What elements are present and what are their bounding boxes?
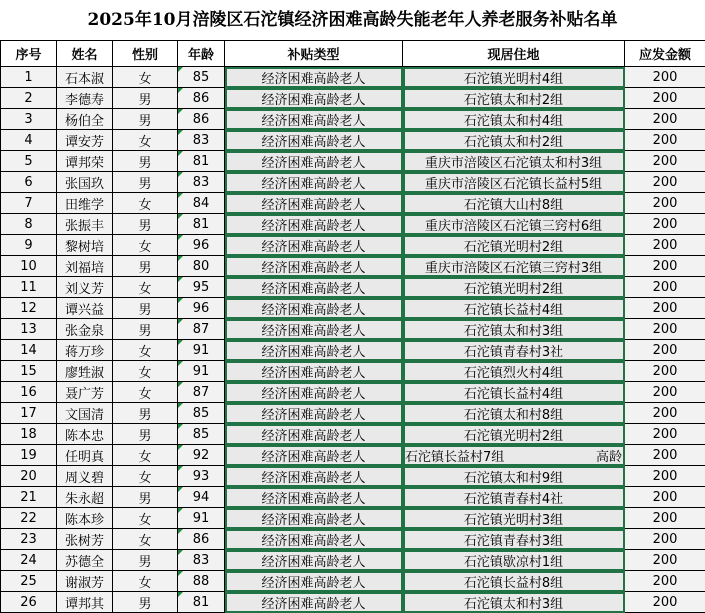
cell-amount[interactable]: 200 [625, 382, 705, 403]
cell-address[interactable]: 石沱镇青春村4社 [403, 487, 625, 508]
cell-address[interactable]: 石沱镇光明村2组 [403, 277, 625, 298]
cell-gender[interactable]: 男 [113, 88, 178, 109]
cell-age[interactable]: 80 [178, 256, 225, 277]
cell-address[interactable]: 石沱镇长益村4组 [403, 382, 625, 403]
cell-address[interactable]: 石沱镇长益村4组 [403, 298, 625, 319]
cell-no[interactable]: 3 [1, 109, 57, 130]
cell-name[interactable]: 周义碧 [57, 466, 113, 487]
cell-name[interactable]: 张振丰 [57, 214, 113, 235]
cell-no[interactable]: 23 [1, 529, 57, 550]
cell-no[interactable]: 10 [1, 256, 57, 277]
cell-address[interactable]: 石沱镇大山村8组 [403, 193, 625, 214]
cell-name[interactable]: 黎树培 [57, 235, 113, 256]
cell-type[interactable]: 经济困难高龄老人 [225, 571, 403, 592]
header-type[interactable]: 补贴类型 [225, 41, 403, 67]
cell-age[interactable]: 85 [178, 403, 225, 424]
cell-age[interactable]: 93 [178, 466, 225, 487]
cell-age[interactable]: 91 [178, 361, 225, 382]
table-row [1, 424, 705, 445]
cell-no[interactable]: 8 [1, 214, 57, 235]
cell-no[interactable]: 9 [1, 235, 57, 256]
cell-amount[interactable]: 200 [625, 130, 705, 151]
cell-age[interactable]: 91 [178, 340, 225, 361]
table-row [1, 382, 705, 403]
cell-name[interactable]: 李德寿 [57, 88, 113, 109]
header-address[interactable]: 现居住地 [403, 41, 625, 67]
cell-no[interactable]: 24 [1, 550, 57, 571]
table-row [1, 403, 705, 424]
cell-address[interactable]: 石沱镇光明村2组 [403, 235, 625, 256]
cell-amount[interactable]: 200 [625, 571, 705, 592]
cell-gender[interactable]: 男 [113, 256, 178, 277]
cell-gender[interactable]: 女 [113, 340, 178, 361]
cell-type[interactable]: 经济困难高龄老人 [225, 550, 403, 571]
cell-age[interactable]: 85 [178, 67, 225, 88]
cell-gender[interactable]: 女 [113, 235, 178, 256]
cell-age[interactable]: 81 [178, 151, 225, 172]
cell-address[interactable]: 石沱镇烈火村4组 [403, 361, 625, 382]
cell-type[interactable]: 经济困难高龄老人 [225, 193, 403, 214]
cell-type[interactable]: 经济困难高龄老人 [225, 256, 403, 277]
table-row [1, 508, 705, 529]
cell-no[interactable]: 15 [1, 361, 57, 382]
cell-name[interactable]: 陈本珍 [57, 508, 113, 529]
table-row [1, 571, 705, 592]
cell-amount[interactable]: 200 [625, 361, 705, 382]
cell-amount[interactable]: 200 [625, 445, 705, 466]
cell-address[interactable]: 重庆市涪陵区石沱镇太和村3组 [403, 151, 625, 172]
cell-type[interactable]: 经济困难高龄老人 [225, 529, 403, 550]
table-row [1, 172, 705, 193]
cell-address[interactable] [403, 445, 625, 466]
cell-gender[interactable]: 男 [113, 487, 178, 508]
cell-gender[interactable]: 女 [113, 361, 178, 382]
header-gender[interactable]: 性别 [113, 41, 178, 67]
cell-gender[interactable]: 女 [113, 466, 178, 487]
cell-gender[interactable]: 女 [113, 382, 178, 403]
cell-address[interactable]: 石沱镇太和村3组 [403, 592, 625, 613]
cell-type[interactable]: 经济困难高龄老人 [225, 508, 403, 529]
cell-name[interactable]: 廖甡淑 [57, 361, 113, 382]
cell-age[interactable]: 95 [178, 277, 225, 298]
cell-no[interactable]: 11 [1, 277, 57, 298]
cell-type[interactable]: 经济困难高龄老人 [225, 277, 403, 298]
cell-gender[interactable]: 男 [113, 109, 178, 130]
cell-type[interactable]: 经济困难高龄老人 [225, 172, 403, 193]
cell-type[interactable]: 经济困难高龄老人 [225, 445, 403, 466]
header-age[interactable]: 年龄 [178, 41, 225, 67]
cell-name[interactable]: 朱永超 [57, 487, 113, 508]
cell-address[interactable]: 石沱镇太和村3组 [403, 319, 625, 340]
cell-age[interactable]: 92 [178, 445, 225, 466]
cell-amount[interactable]: 200 [625, 172, 705, 193]
cell-type[interactable]: 经济困难高龄老人 [225, 88, 403, 109]
cell-name[interactable]: 文国清 [57, 403, 113, 424]
cell-name[interactable]: 田维学 [57, 193, 113, 214]
cell-amount[interactable]: 200 [625, 88, 705, 109]
table-row [1, 193, 705, 214]
table-row [1, 256, 705, 277]
table-row [1, 151, 705, 172]
cell-type[interactable]: 经济困难高龄老人 [225, 403, 403, 424]
cell-gender[interactable]: 女 [113, 445, 178, 466]
cell-address[interactable]: 石沱镇光明村2组 [403, 424, 625, 445]
cell-gender[interactable]: 男 [113, 424, 178, 445]
cell-type[interactable]: 经济困难高龄老人 [225, 130, 403, 151]
cell-address[interactable]: 重庆市涪陵区石沱镇三窍村3组 [403, 256, 625, 277]
table-row [1, 235, 705, 256]
cell-gender[interactable]: 女 [113, 130, 178, 151]
cell-amount[interactable]: 200 [625, 319, 705, 340]
cell-address[interactable]: 石沱镇光明村4组 [403, 67, 625, 88]
cell-amount[interactable]: 200 [625, 277, 705, 298]
cell-age[interactable]: 86 [178, 88, 225, 109]
cell-type[interactable]: 经济困难高龄老人 [225, 487, 403, 508]
cell-name[interactable]: 张金泉 [57, 319, 113, 340]
cell-address[interactable]: 重庆市涪陵区石沱镇长益村5组 [403, 172, 625, 193]
cell-address[interactable]: 石沱镇长益村8组 [403, 571, 625, 592]
cell-amount[interactable]: 200 [625, 298, 705, 319]
cell-address[interactable]: 石沱镇青春村3社 [403, 340, 625, 361]
cell-amount[interactable]: 200 [625, 529, 705, 550]
cell-name[interactable]: 谭邦荣 [57, 151, 113, 172]
table-row [1, 277, 705, 298]
cell-no[interactable]: 5 [1, 151, 57, 172]
table-row [1, 88, 705, 109]
cell-address[interactable]: 重庆市涪陵区石沱镇三窍村6组 [403, 214, 625, 235]
cell-amount[interactable]: 200 [625, 403, 705, 424]
table-row [1, 592, 705, 613]
cell-no[interactable]: 4 [1, 130, 57, 151]
cell-address[interactable]: 石沱镇太和村2组 [403, 88, 625, 109]
cell-name[interactable]: 蒋万珍 [57, 340, 113, 361]
cell-gender[interactable]: 女 [113, 508, 178, 529]
cell-name[interactable]: 任明真 [57, 445, 113, 466]
header-row [1, 41, 705, 67]
cell-type[interactable]: 经济困难高龄老人 [225, 592, 403, 613]
cell-type[interactable]: 经济困难高龄老人 [225, 382, 403, 403]
sheet-title: 2025年10月涪陵区石沱镇经济困难高龄失能老年人养老服务补贴名单 [0, 0, 705, 40]
cell-no[interactable]: 22 [1, 508, 57, 529]
cell-gender[interactable]: 女 [113, 277, 178, 298]
table-row [1, 550, 705, 571]
cell-gender[interactable]: 女 [113, 571, 178, 592]
cell-no[interactable]: 20 [1, 466, 57, 487]
cell-amount[interactable]: 200 [625, 340, 705, 361]
cell-type[interactable]: 经济困难高龄老人 [225, 361, 403, 382]
cell-age[interactable]: 81 [178, 592, 225, 613]
cell-no[interactable]: 18 [1, 424, 57, 445]
table-row [1, 529, 705, 550]
cell-age[interactable]: 88 [178, 571, 225, 592]
cell-name[interactable]: 苏德全 [57, 550, 113, 571]
cell-type[interactable]: 经济困难高龄老人 [225, 214, 403, 235]
cell-amount[interactable]: 200 [625, 151, 705, 172]
cell-amount[interactable]: 200 [625, 256, 705, 277]
table-row [1, 130, 705, 151]
cell-type[interactable]: 经济困难高龄老人 [225, 235, 403, 256]
cell-gender[interactable]: 女 [113, 529, 178, 550]
cell-no[interactable]: 21 [1, 487, 57, 508]
cell-age[interactable]: 81 [178, 214, 225, 235]
cell-name[interactable]: 刘义芳 [57, 277, 113, 298]
cell-address[interactable]: 石沱镇太和村2组 [403, 130, 625, 151]
address-text: 石沱镇长益村7组 [405, 446, 504, 465]
table-row [1, 319, 705, 340]
cell-age[interactable]: 96 [178, 298, 225, 319]
cell-name[interactable]: 谭安芳 [57, 130, 113, 151]
table-row [1, 340, 705, 361]
cell-name[interactable]: 谢淑芳 [57, 571, 113, 592]
cell-gender[interactable]: 男 [113, 172, 178, 193]
table-row [1, 67, 705, 88]
cell-gender[interactable]: 男 [113, 592, 178, 613]
cell-age[interactable]: 85 [178, 424, 225, 445]
cell-name[interactable]: 谭邦其 [57, 592, 113, 613]
cell-amount[interactable]: 200 [625, 67, 705, 88]
header-no[interactable]: 序号 [1, 41, 57, 67]
table-row [1, 361, 705, 382]
cell-no[interactable]: 12 [1, 298, 57, 319]
cell-type[interactable]: 经济困难高龄老人 [225, 319, 403, 340]
cell-amount[interactable]: 200 [625, 592, 705, 613]
cell-gender[interactable]: 男 [113, 298, 178, 319]
cell-amount[interactable]: 200 [625, 550, 705, 571]
cell-gender[interactable]: 男 [113, 319, 178, 340]
cell-name[interactable]: 张树芳 [57, 529, 113, 550]
cell-gender[interactable]: 男 [113, 550, 178, 571]
cell-name[interactable]: 聂广芳 [57, 382, 113, 403]
cell-amount[interactable]: 200 [625, 424, 705, 445]
cell-amount[interactable]: 200 [625, 235, 705, 256]
cell-type[interactable]: 经济困难高龄老人 [225, 67, 403, 88]
cell-no[interactable]: 17 [1, 403, 57, 424]
cell-age[interactable]: 83 [178, 130, 225, 151]
cell-name[interactable]: 杨伯全 [57, 109, 113, 130]
cell-amount[interactable]: 200 [625, 109, 705, 130]
table-row [1, 109, 705, 130]
cell-type[interactable]: 经济困难高龄老人 [225, 424, 403, 445]
cell-type[interactable]: 经济困难高龄老人 [225, 466, 403, 487]
cell-amount[interactable]: 200 [625, 508, 705, 529]
cell-address[interactable]: 石沱镇光明村3组 [403, 508, 625, 529]
cell-type[interactable]: 经济困难高龄老人 [225, 298, 403, 319]
cell-no[interactable]: 13 [1, 319, 57, 340]
cell-gender[interactable]: 男 [113, 214, 178, 235]
cell-age[interactable]: 83 [178, 550, 225, 571]
cell-no[interactable]: 14 [1, 340, 57, 361]
subsidy-table [0, 40, 705, 613]
cell-gender[interactable]: 女 [113, 67, 178, 88]
cell-age[interactable]: 83 [178, 172, 225, 193]
cell-no[interactable]: 6 [1, 172, 57, 193]
cell-type[interactable]: 经济困难高龄老人 [225, 109, 403, 130]
cell-age[interactable]: 87 [178, 319, 225, 340]
cell-type[interactable]: 经济困难高龄老人 [225, 340, 403, 361]
cell-gender[interactable]: 女 [113, 193, 178, 214]
cell-no[interactable]: 16 [1, 382, 57, 403]
cell-amount[interactable]: 200 [625, 487, 705, 508]
cell-amount[interactable]: 200 [625, 466, 705, 487]
cell-name[interactable]: 谭兴益 [57, 298, 113, 319]
cell-age[interactable]: 91 [178, 508, 225, 529]
cell-address[interactable]: 石沱镇太和村8组 [403, 403, 625, 424]
header-name[interactable]: 姓名 [57, 41, 113, 67]
cell-address[interactable]: 石沱镇青春村3组 [403, 529, 625, 550]
cell-address[interactable]: 石沱镇歇凉村1组 [403, 550, 625, 571]
cell-no[interactable]: 1 [1, 67, 57, 88]
cell-name[interactable]: 张国玖 [57, 172, 113, 193]
header-amount[interactable]: 应发金额 [625, 41, 705, 67]
cell-age[interactable]: 86 [178, 529, 225, 550]
cell-address[interactable]: 石沱镇太和村4组 [403, 109, 625, 130]
cell-age[interactable]: 87 [178, 382, 225, 403]
cell-gender[interactable]: 男 [113, 403, 178, 424]
table-row [1, 466, 705, 487]
table-row [1, 487, 705, 508]
cell-amount[interactable]: 200 [625, 193, 705, 214]
cell-gender[interactable]: 男 [113, 151, 178, 172]
cell-age[interactable]: 84 [178, 193, 225, 214]
cell-age[interactable]: 86 [178, 109, 225, 130]
cell-name[interactable]: 刘福培 [57, 256, 113, 277]
table-row [1, 214, 705, 235]
cell-age[interactable]: 96 [178, 235, 225, 256]
cell-type[interactable]: 经济困难高龄老人 [225, 151, 403, 172]
cell-age[interactable]: 94 [178, 487, 225, 508]
cell-name[interactable]: 陈本忠 [57, 424, 113, 445]
cell-amount[interactable]: 200 [625, 214, 705, 235]
cell-no[interactable]: 25 [1, 571, 57, 592]
cell-no[interactable]: 2 [1, 88, 57, 109]
cell-no[interactable]: 26 [1, 592, 57, 613]
cell-address[interactable]: 石沱镇太和村9组 [403, 466, 625, 487]
cell-name[interactable]: 石本淑 [57, 67, 113, 88]
table-row [1, 298, 705, 319]
address-overflow-text: 高龄 [596, 446, 622, 465]
cell-no[interactable]: 19 [1, 445, 57, 466]
table-row [1, 445, 705, 466]
cell-no[interactable]: 7 [1, 193, 57, 214]
